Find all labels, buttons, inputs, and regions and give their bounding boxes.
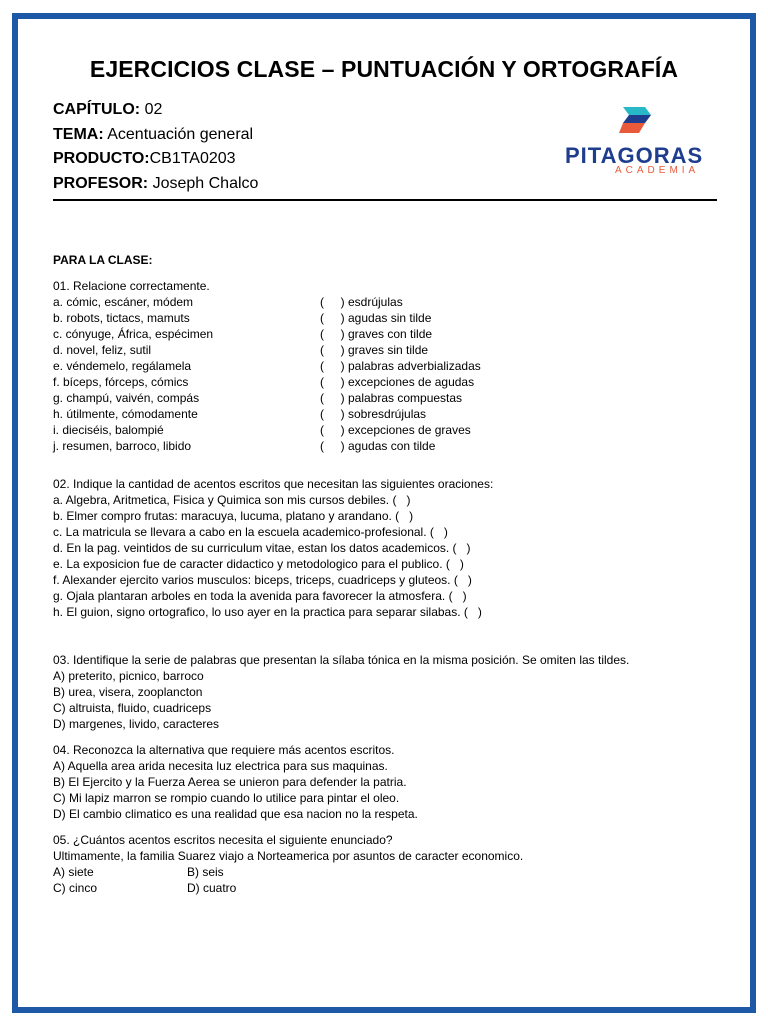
q1-match-row (53, 358, 629, 374)
q1-match-row (53, 422, 629, 438)
producto-label: PRODUCTO: (53, 150, 150, 167)
q4-option: C) Mi lapiz marron se rompio cuando lo utilice para pintar el oleo. (53, 791, 400, 805)
q1-prompt: 01. Relacione correctamente. (53, 279, 210, 293)
q1-match-row (53, 374, 629, 390)
q1-item: h. útilmente, cómodamente (53, 407, 198, 421)
q2-item: a. Algebra, Aritmetica, Fisica y Quimica son mis cursos debiles. ( ) (53, 493, 411, 507)
q1-answer-blank: ( ) sobresdrújulas (320, 407, 427, 421)
section-heading: PARA LA CLASE: (53, 253, 153, 267)
q5-options-row-2 (53, 880, 629, 896)
q1-item: g. champú, vaivén, compás (53, 391, 200, 405)
q2-item: e. La exposicion fue de caracter didactico y metodologico para el publico. ( ) (53, 557, 464, 571)
tema-label: TEMA: (53, 125, 104, 143)
q5-option-a: A) siete (53, 865, 94, 879)
q5-option-c: C) cinco (53, 881, 98, 895)
q2-item: g. Ojala plantaran arboles en toda la avenida para favorecer la atmosfera. ( ) (53, 589, 467, 603)
q1-item: i. dieciséis, balompié (53, 423, 164, 437)
q1-answer-blank: ( ) excepciones de agudas (320, 375, 475, 389)
q1-item: f. bíceps, fórceps, cómics (53, 375, 189, 389)
q2-item: h. El guion, signo ortografico, lo uso ayer en la practica para separar silabas. ( ) (53, 605, 482, 619)
q1-match-row (53, 406, 629, 422)
q4-prompt: 04. Reconozca la alternativa que requiere más acentos escritos. (53, 743, 395, 757)
header-meta (53, 98, 258, 196)
profesor-value: Joseph Chalco (152, 174, 259, 192)
logo-subtitle: ACADEMIA (615, 165, 700, 176)
q3-option: A) preterito, picnico, barroco (53, 669, 204, 683)
profesor-row (53, 172, 258, 197)
producto-value: CB1TA0203 (149, 150, 236, 167)
q2-item: c. La matricula se llevara a cabo en la escuela academico-profesional. ( ) (53, 525, 448, 539)
page-title: EJERCICIOS CLASE – PUNTUACIÓN Y ORTOGRAFÍA (89, 56, 679, 82)
q1-item: b. robots, tictacs, mamuts (53, 311, 190, 325)
q5-prompt: 05. ¿Cuántos acentos escritos necesita el siguiente enunciado? (53, 833, 393, 847)
q1-item: d. novel, feliz, sutil (53, 343, 152, 357)
q1-answer-blank: ( ) graves sin tilde (320, 343, 429, 357)
q5-sentence: Ultimamente, la familia Suarez viajo a Norteamerica por asuntos de caracter economico. (53, 849, 524, 863)
q1-match-row (53, 294, 629, 310)
q4-option: B) El Ejercito y la Fuerza Aerea se unieron para defender la patria. (53, 775, 407, 789)
q1-item: a. cómic, escáner, módem (53, 295, 194, 309)
q3-option: C) altruista, fluido, cuadriceps (53, 701, 212, 715)
q1-match-list (53, 294, 629, 454)
q2-prompt: 02. Indique la cantidad de acentos escritos que necesitan las siguientes oraciones: (53, 477, 494, 491)
tema-value: Acentuación general (107, 125, 254, 143)
q4-option: A) Aquella area arida necesita luz electrica para sus maquinas. (53, 759, 388, 773)
profesor-label: PROFESOR: (53, 174, 149, 192)
logo-wordmark: PITAGORAS (565, 143, 704, 168)
q2-item: b. Elmer compro frutas: maracuya, lucuma, platano y arandano. ( ) (53, 509, 414, 523)
q3-prompt: 03. Identifique la serie de palabras que presentan la sílaba tónica en la misma posición. Se omiten las tildes. (53, 653, 630, 667)
capitulo-value: 02 (144, 101, 163, 118)
q5-option-d: D) cuatro (187, 881, 237, 895)
logo-arrow-icon (615, 103, 675, 143)
q1-answer-blank: ( ) agudas sin tilde (320, 311, 432, 325)
capitulo-row (53, 98, 258, 123)
q1-match-row (53, 438, 629, 454)
q1-answer-blank: ( ) palabras adverbializadas (320, 359, 481, 373)
q5-option-b: B) seis (187, 865, 224, 879)
producto-row (53, 147, 258, 172)
q1-answer-blank: ( ) agudas con tilde (320, 439, 436, 453)
q1-answer-blank: ( ) palabras compuestas (320, 391, 463, 405)
q1-answer-blank: ( ) esdrújulas (320, 295, 403, 309)
header-divider (53, 199, 717, 201)
q3-option: B) urea, visera, zooplancton (53, 685, 203, 699)
q1-match-row (53, 326, 629, 342)
q4-option: D) El cambio climatico es una realidad que esa nacion no la respeta. (53, 807, 418, 821)
q3-option: D) margenes, livido, caracteres (53, 717, 220, 731)
q1-answer-blank: ( ) graves con tilde (320, 327, 433, 341)
q2-list (53, 492, 629, 620)
q1-item: e. véndemelo, regálamela (53, 359, 192, 373)
q1-item: c. cónyuge, África, espécimen (53, 327, 214, 341)
q4-options (53, 758, 629, 822)
tema-row (53, 123, 258, 148)
pitagoras-logo (560, 103, 720, 178)
q2-item: f. Alexander ejercito varios musculos: biceps, triceps, cuadriceps y gluteos. ( ) (53, 573, 472, 587)
exercise-content (53, 252, 629, 896)
q1-match-row (53, 390, 629, 406)
q1-answer-blank: ( ) excepciones de graves (320, 423, 471, 437)
q5-options-row-1 (53, 864, 629, 880)
q2-item: d. En la pag. veintidos de su curriculum vitae, estan los datos academicos. ( ) (53, 541, 471, 555)
capitulo-label: CAPÍTULO: (53, 101, 141, 118)
q3-options (53, 668, 629, 732)
q1-match-row (53, 310, 629, 326)
q1-match-row (53, 342, 629, 358)
q1-item: j. resumen, barroco, libido (53, 439, 192, 453)
